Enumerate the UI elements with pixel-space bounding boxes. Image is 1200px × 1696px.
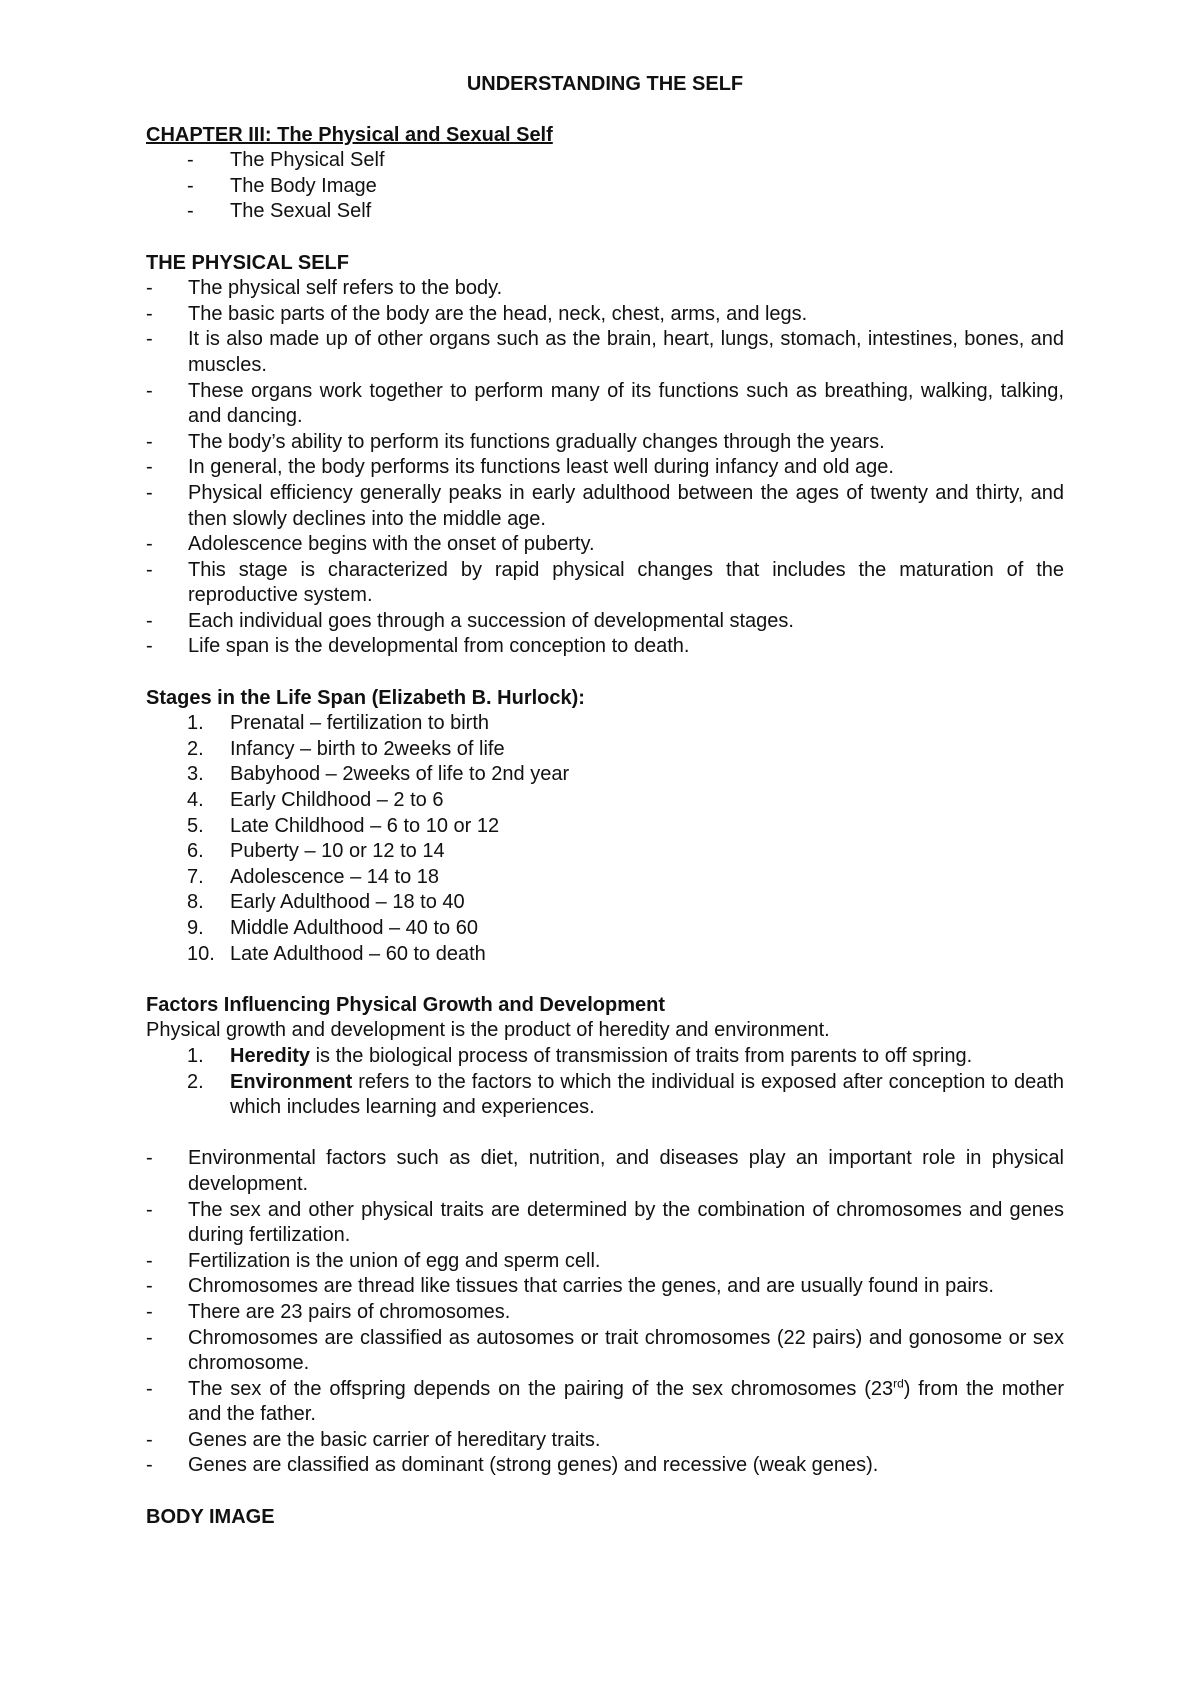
list-item: - Fertilization is the union of egg and sperm cell. — [146, 1249, 601, 1272]
list-item: - This stage is characterized by rapid physical changes that includes the maturation of the reproductive system. — [146, 558, 1064, 607]
list-item: - Physical efficiency generally peaks in early adulthood between the ages of twenty and thirty, and then slowly declines into the middle age. — [146, 481, 1064, 530]
list-item: - The sex and other physical traits are determined by the combination of chromosomes and genes during fertilization. — [146, 1198, 1064, 1247]
list-item: 1. Prenatal – fertilization to birth — [187, 712, 490, 735]
list-item: 5. Late Childhood – 6 to 10 or 12 — [187, 814, 500, 837]
list-item: - These organs work together to perform many of its functions such as breathing, walking, talking, and dancing. — [146, 379, 1064, 428]
list-item: 2. Infancy – birth to 2weeks of life — [187, 737, 505, 760]
list-item: 10. Late Adulthood – 60 to death — [187, 942, 486, 965]
list-item: 4. Early Childhood – 2 to 6 — [187, 789, 444, 812]
body-image-heading: BODY IMAGE — [146, 1505, 275, 1528]
term-heredity: Heredity — [230, 1044, 311, 1067]
factors-list — [146, 1044, 1064, 1121]
list-item: - The sex of the offspring depends on the pairing of the sex chromosomes (23rd) from the mother and the father. — [146, 1376, 1064, 1426]
list-item: 7. Adolescence – 14 to 18 — [187, 865, 440, 888]
list-item: - Genes are classified as dominant (strong genes) and recessive (weak genes). — [146, 1454, 879, 1477]
chapter-heading: CHAPTER III: The Physical and Sexual Self — [146, 123, 553, 146]
physical-self-heading: THE PHYSICAL SELF — [146, 251, 349, 274]
list-item: 9. Middle Adulthood – 40 to 60 — [187, 917, 478, 939]
list-item: - The body’s ability to perform its functions gradually changes through the years. — [146, 430, 885, 453]
factors-heading: Factors Influencing Physical Growth and Development — [146, 993, 665, 1016]
list-item: 2. Environment refers to the factors to which the individual is exposed after conception to death which includes learning and experiences. — [187, 1070, 1064, 1119]
term-environment: Environment — [230, 1070, 353, 1093]
physical-self-list — [146, 276, 1064, 660]
list-item: 8. Early Adulthood – 18 to 40 — [187, 891, 465, 914]
list-item: - In general, the body performs its functions least well during infancy and old age. — [146, 456, 894, 479]
list-item: - Chromosomes are classified as autosomes or trait chromosomes (22 pairs) and gonosome or sex chromosome. — [146, 1326, 1064, 1375]
document-title: UNDERSTANDING THE SELF — [466, 73, 744, 95]
list-item: - Environmental factors such as diet, nutrition, and diseases play an important role in physical development. — [146, 1147, 1064, 1195]
list-item: - The Body Image — [187, 174, 377, 197]
list-item: - It is also made up of other organs such as the brain, heart, lungs, stomach, intestines, bones, and muscles. — [146, 328, 1064, 376]
list-item: - Chromosomes are thread like tissues that carries the genes, and are usually found in pairs. — [146, 1275, 994, 1298]
list-item: - Each individual goes through a succession of developmental stages. — [146, 609, 794, 632]
list-item: - The basic parts of the body are the head, neck, chest, arms, and legs. — [146, 302, 808, 325]
factors-intro: Physical growth and development is the product of heredity and environment. — [146, 1019, 830, 1042]
life-span-stages-list — [146, 711, 1064, 967]
list-item: - The Sexual Self — [187, 200, 372, 223]
list-item: 6. Puberty – 10 or 12 to 14 — [187, 840, 445, 863]
list-item: - Adolescence begins with the onset of puberty. — [146, 533, 595, 556]
list-item: - The physical self refers to the body. — [146, 277, 503, 300]
list-item: 3. Babyhood – 2weeks of life to 2nd year — [187, 763, 570, 786]
list-item: - Genes are the basic carrier of hereditary traits. — [146, 1428, 601, 1451]
list-item: - Life span is the developmental from conception to death. — [146, 635, 690, 658]
chapter-topics-list — [146, 148, 1064, 225]
life-span-heading: Stages in the Life Span (Elizabeth B. Hurlock): — [146, 686, 585, 709]
list-item: 1. Heredity is the biological process of transmission of traits from parents to off spring. — [187, 1044, 973, 1067]
list-item: - The Physical Self — [187, 149, 385, 172]
genetics-list — [146, 1146, 1064, 1479]
document-body — [146, 72, 1064, 1530]
list-item: - There are 23 pairs of chromosomes. — [146, 1300, 511, 1323]
